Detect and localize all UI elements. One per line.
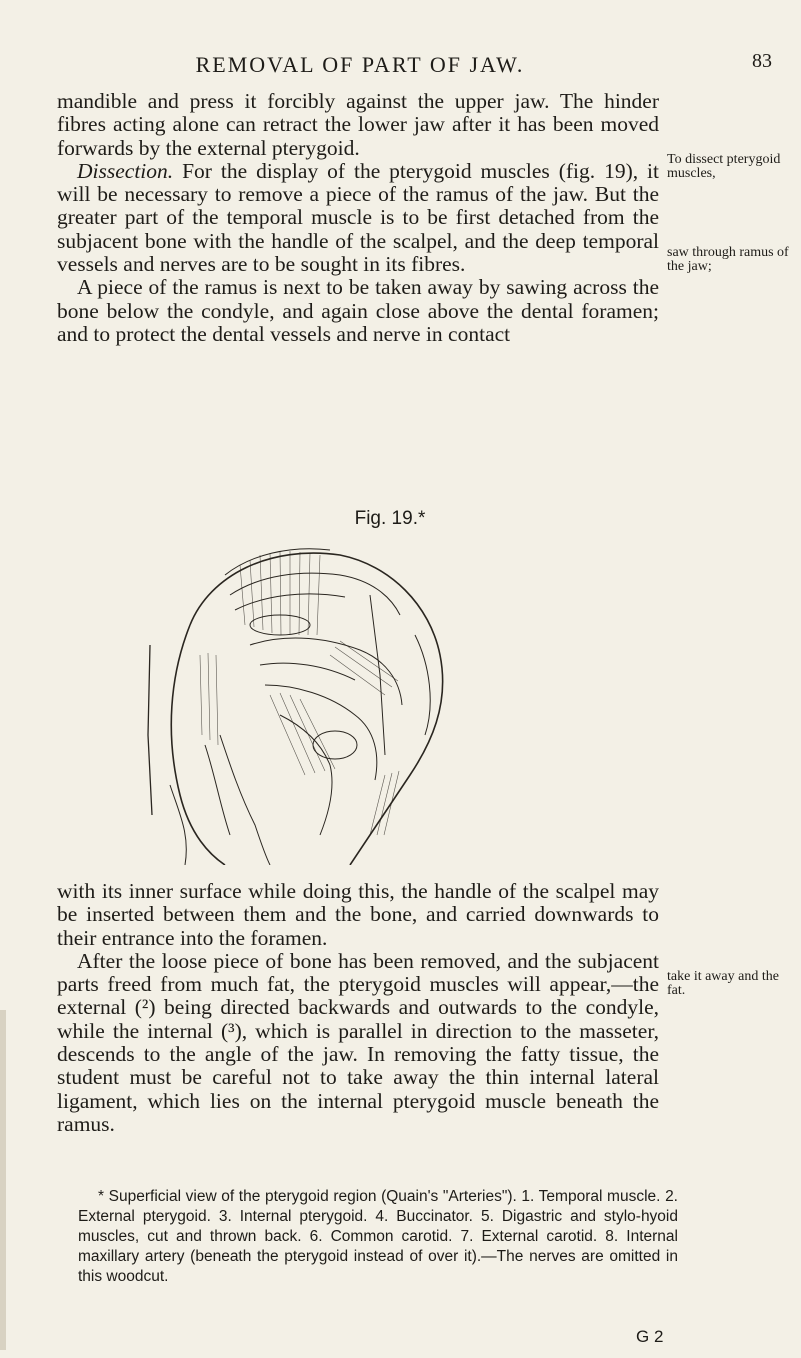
signature-mark: G 2 xyxy=(636,1327,664,1346)
footnote xyxy=(78,1187,678,1287)
paragraph-5: After the loose piece of bone has been removed, and the subjacent parts freed from much fat, the pterygoid muscles will appear,—the external (²) being directed backwards and outwards to the condyle, while the internal (³), which is parallel in direction to the masseter, descends to the angle of the jaw. In removing the fatty tissue, the student must be careful not to take away the thin internal lateral ligament, which lies on the internal pterygoid muscle beneath the ramus. xyxy=(57,948,659,1136)
margin-note-3: take it away and the fat. xyxy=(667,969,779,998)
paragraph-2 xyxy=(57,160,659,276)
paragraph-3: A piece of the ramus is next to be taken away by sawing across the bone below the condyle, and again close above the dental foramen; and to protect the dental vessels and nerve in contact xyxy=(57,275,659,346)
footnote-text: * Superficial view of the pterygoid region (Quain's "Arteries"). 1. Temporal muscle. 2. External pterygoid. 3. Internal pterygoid. 4. Buccinator. 5. Digastric and stylo-hyoid muscles, cut and thrown back. 6. Common carotid. 7. External carotid. 8. Internal maxillary artery (beneath the pterygoid instead of over it).—The nerves are omitted in this woodcut. xyxy=(78,1188,678,1285)
bottom-text-block xyxy=(57,880,659,1136)
paragraph-1: mandible and press it forcibly against the upper jaw. The hinder fibres acting alone can retract the lower jaw after it has been moved forwards by the external pterygoid. xyxy=(57,89,659,160)
margin-note-1: To dissect pterygoid muscles, xyxy=(667,152,781,181)
dissection-lead: Dissection. xyxy=(77,158,174,183)
paragraph-4: with its inner surface while doing this, the handle of the scalpel may be inserted between them and the bone, and carried downwards to their entrance into the foramen. xyxy=(57,879,659,950)
running-title: REMOVAL OF PART OF JAW. xyxy=(195,52,525,77)
figure-caption: Fig. 19.* xyxy=(354,508,426,529)
top-text-block xyxy=(57,90,659,346)
paragraph-2-text: For the display of the pterygoid muscles (fig. 19), it will be necessary to remove a piece of the ramus of the jaw. But the greater part of the temporal muscle is to be first detached from the subjacent bone with the handle of the scalpel, and the deep temporal vessels and nerves are to be sought in its fibres. xyxy=(57,158,659,277)
page-number: 83 xyxy=(752,50,772,72)
margin-note-2: saw through ramus of the jaw; xyxy=(667,245,789,274)
anatomical-illustration xyxy=(130,535,480,865)
page-edge-shadow xyxy=(0,1010,6,1350)
